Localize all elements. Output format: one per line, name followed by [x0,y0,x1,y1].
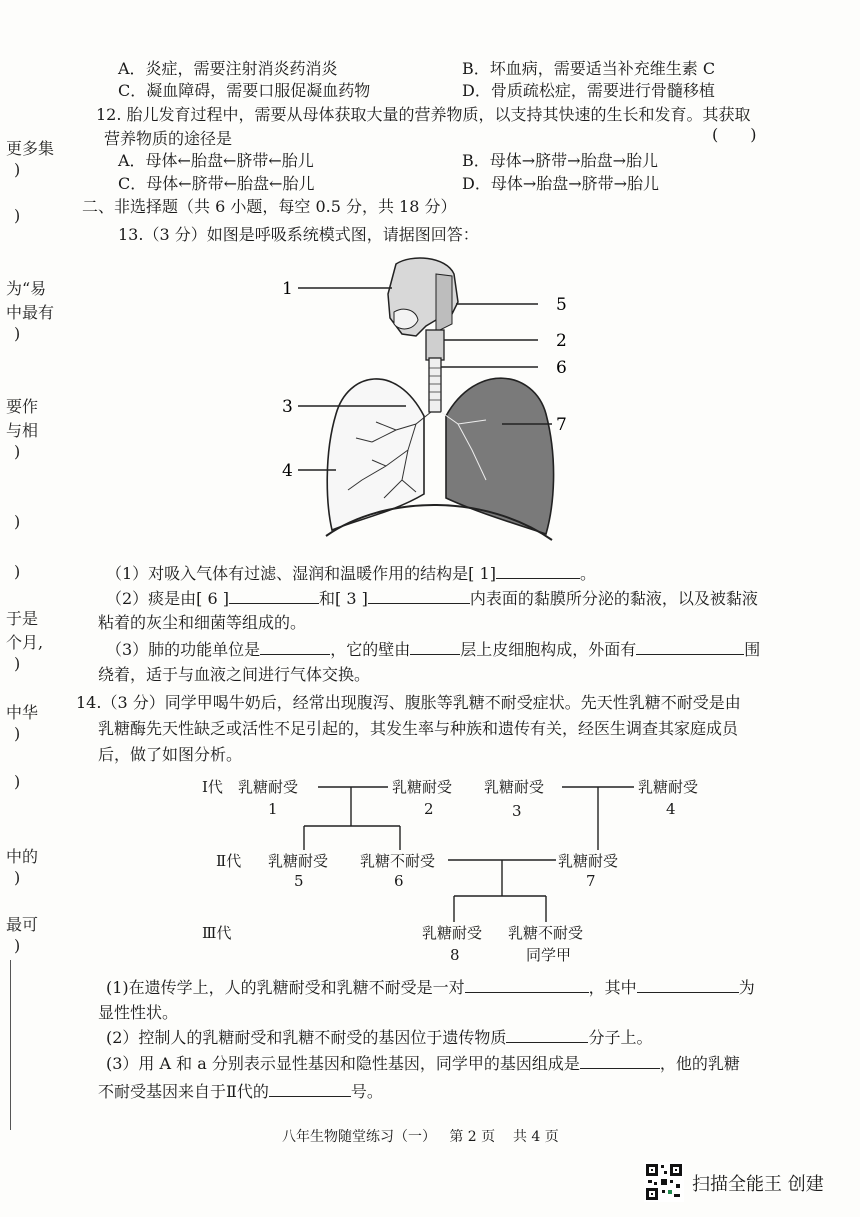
individual-number: 7 [586,872,596,890]
margin-fragment: 中的 [6,847,39,866]
individual-phenotype: 乳糖耐受 [238,778,299,796]
margin-fragment: 中华 [6,703,39,722]
subquestion-2-cont [98,610,798,636]
individual-phenotype: 乳糖耐受 [392,778,453,796]
margin-fragment: ) [14,868,21,887]
respiratory-system-diagram [276,254,596,544]
individual-phenotype: 乳糖耐受 [422,924,483,942]
individual-phenotype: 乳糖耐受 [268,852,329,870]
subquestion-1-cont [98,1000,798,1026]
answer-blank[interactable] [580,1050,660,1069]
margin-rule [10,960,11,1130]
individual-phenotype: 乳糖耐受 [484,778,545,796]
option-a: A．母体←胎盘←脐带←胎儿 [118,151,314,170]
subquestion-text: 围 [744,640,761,659]
subquestion-text: ，它的壁由 [330,640,411,659]
individual-phenotype: 乳糖耐受 [638,778,699,796]
option-b: B．坏血病，需要适当补充维生素 C [462,59,716,78]
subquestion-3 [106,636,806,663]
question-stem: 14.（3 分）同学甲喝牛奶后，经常出现腹泻、腹胀等乳糖不耐受症状。先天性乳糖不耐受是由 [76,693,741,712]
left-lung [327,379,424,530]
diagram-label: 7 [556,415,567,435]
margin-fragment: 于是 [6,609,39,628]
individual-number: 2 [424,800,434,818]
individual-number: 5 [294,872,304,890]
diagram-label: 6 [556,358,567,378]
margin-fragment: 中最有 [6,303,55,322]
question-stem: 乳糖酶先天性缺乏或活性不足引起的，其发生率与种族和遗传有关，经医生调查其家庭成员 [98,719,739,738]
answer-blank[interactable] [260,636,330,655]
watermark-text: 扫描全能王 创建 [692,1174,824,1195]
answer-blank[interactable] [636,636,744,655]
option-b: B．母体→脐带→胎盘→胎儿 [462,151,658,170]
subquestion-text: ，他的乳糖 [659,1054,740,1073]
option-d: D．母体→胎盘→脐带→胎儿 [462,174,660,193]
subquestion-1 [106,974,806,1001]
subquestion-3-cont [98,662,798,688]
subquestion-text: 号。 [350,1082,383,1101]
individual-number: 3 [512,802,522,820]
generation-label: Ⅲ代 [202,924,232,942]
question-stem: 13.（3 分）如图是呼吸系统模式图，请据图回答： [118,225,479,244]
subquestion-1 [106,560,806,587]
subquestion-text: 分子上。 [588,1028,653,1047]
subquestion-text: 和[ 3 ] [319,589,368,608]
option-c: C．母体←脐带←胎盘←胎儿 [118,174,315,193]
individual-phenotype: 乳糖不耐受 [360,852,436,870]
page-footer [282,1126,559,1146]
subquestion-text: 为 [738,978,755,997]
answer-blank[interactable] [229,585,319,604]
footer-title: 八年生物随堂练习（一） [282,1129,436,1145]
subquestion-text: （3）肺的功能单位是 [106,640,261,659]
margin-fragment: ) [14,772,21,791]
margin-fragment: ) [14,936,21,955]
individual-phenotype: 乳糖不耐受 [508,924,584,942]
answer-blank[interactable] [368,585,470,604]
margin-fragment: ) [14,206,21,225]
individual-number: 同学甲 [526,946,572,964]
subquestion-text: ，其中 [588,978,637,997]
answer-blank[interactable] [506,1024,588,1043]
margin-fragment: ) [14,512,21,531]
subquestion-text: 内表面的黏膜所分泌的黏液，以及被黏液 [469,589,758,608]
individual-number: 6 [394,872,404,890]
footer-page-number: 第 2 页 [449,1129,496,1145]
subquestion-text: （1）对吸入气体有过滤、湿润和温暖作用的结构是[ 1] [106,564,496,583]
pedigree-chart [196,770,736,970]
margin-fragment: ) [14,160,21,179]
margin-fragment: 与相 [6,421,39,440]
margin-fragment: ) [14,562,21,581]
trachea [429,358,441,412]
diagram-label: 1 [282,279,293,299]
option-c: C．凝血障碍，需要口服促凝血药物 [118,81,371,100]
diagram-label: 2 [556,331,567,351]
diagram-label: 3 [282,397,293,417]
qr-code-icon [644,1162,684,1202]
footer-page-total: 共 4 页 [512,1129,559,1145]
subquestion-text: (3）用 A 和 a 分别表示显性基因和隐性基因，同学甲的基因组成是 [106,1054,580,1073]
margin-fragment: 最可 [6,915,39,934]
subquestion-text: 。 [579,564,596,583]
larynx [426,330,444,360]
subquestion-text: 粘着的灰尘和细菌等组成的。 [98,613,307,632]
margin-fragment: ) [14,442,21,461]
section-title: 二、非选择题（共 6 小题，每空 0.5 分，共 18 分） [82,197,457,216]
answer-blank[interactable] [496,560,580,579]
subquestion-2 [106,1024,806,1051]
pharynx [436,274,452,332]
answer-parentheses: ( ) [712,125,757,144]
option-a: A．炎症，需要注射消炎药消炎 [118,59,338,78]
subquestion-text: (2）控制人的乳糖耐受和乳糖不耐受的基因位于遗传物质 [106,1028,507,1047]
answer-blank[interactable] [410,636,460,655]
right-lung [446,378,554,534]
subquestion-text: 不耐受基因来自于Ⅱ代的 [98,1082,269,1101]
answer-blank[interactable] [637,974,739,993]
diagram-label: 5 [556,295,567,315]
subquestion-text: (1)在遗传学上，人的乳糖耐受和乳糖不耐受是一对 [106,978,465,997]
subquestion-2 [106,585,806,612]
individual-number: 4 [666,800,676,818]
subquestion-text: 绕着，适于与血液之间进行气体交换。 [98,665,371,684]
margin-fragment: 个月, [6,633,44,652]
margin-fragment: 要作 [6,397,39,416]
generation-label: I代 [202,778,223,796]
individual-phenotype: 乳糖耐受 [558,852,619,870]
question-stem: 营养物质的途径是 [104,129,233,148]
generation-label: Ⅱ代 [216,852,242,870]
question-stem: 12. 胎儿发育过程中，需要从母体获取大量的营养物质，以支持其快速的生长和发育。其获取 [96,105,751,124]
question-stem: 后，做了如图分析。 [98,745,243,764]
subquestion-text: 层上皮细胞构成，外面有 [460,640,637,659]
margin-fragment: 为“易 [6,279,47,298]
subquestion-3-cont [98,1078,798,1105]
margin-fragment: ) [14,324,21,343]
subquestion-text: （2）痰是由[ 6 ] [106,589,230,608]
subquestion-3 [106,1050,806,1077]
subquestion-text: 显性性状。 [98,1003,179,1022]
margin-fragment: 更多集 [6,139,55,158]
individual-number: 8 [450,946,460,964]
margin-fragment: ) [14,724,21,743]
individual-number: 1 [268,800,278,818]
option-d: D．骨质疏松症，需要进行骨髓移植 [462,81,715,100]
answer-blank[interactable] [269,1078,351,1097]
margin-fragment: ) [14,654,21,673]
answer-blank[interactable] [465,974,589,993]
diagram-label: 4 [282,461,293,481]
